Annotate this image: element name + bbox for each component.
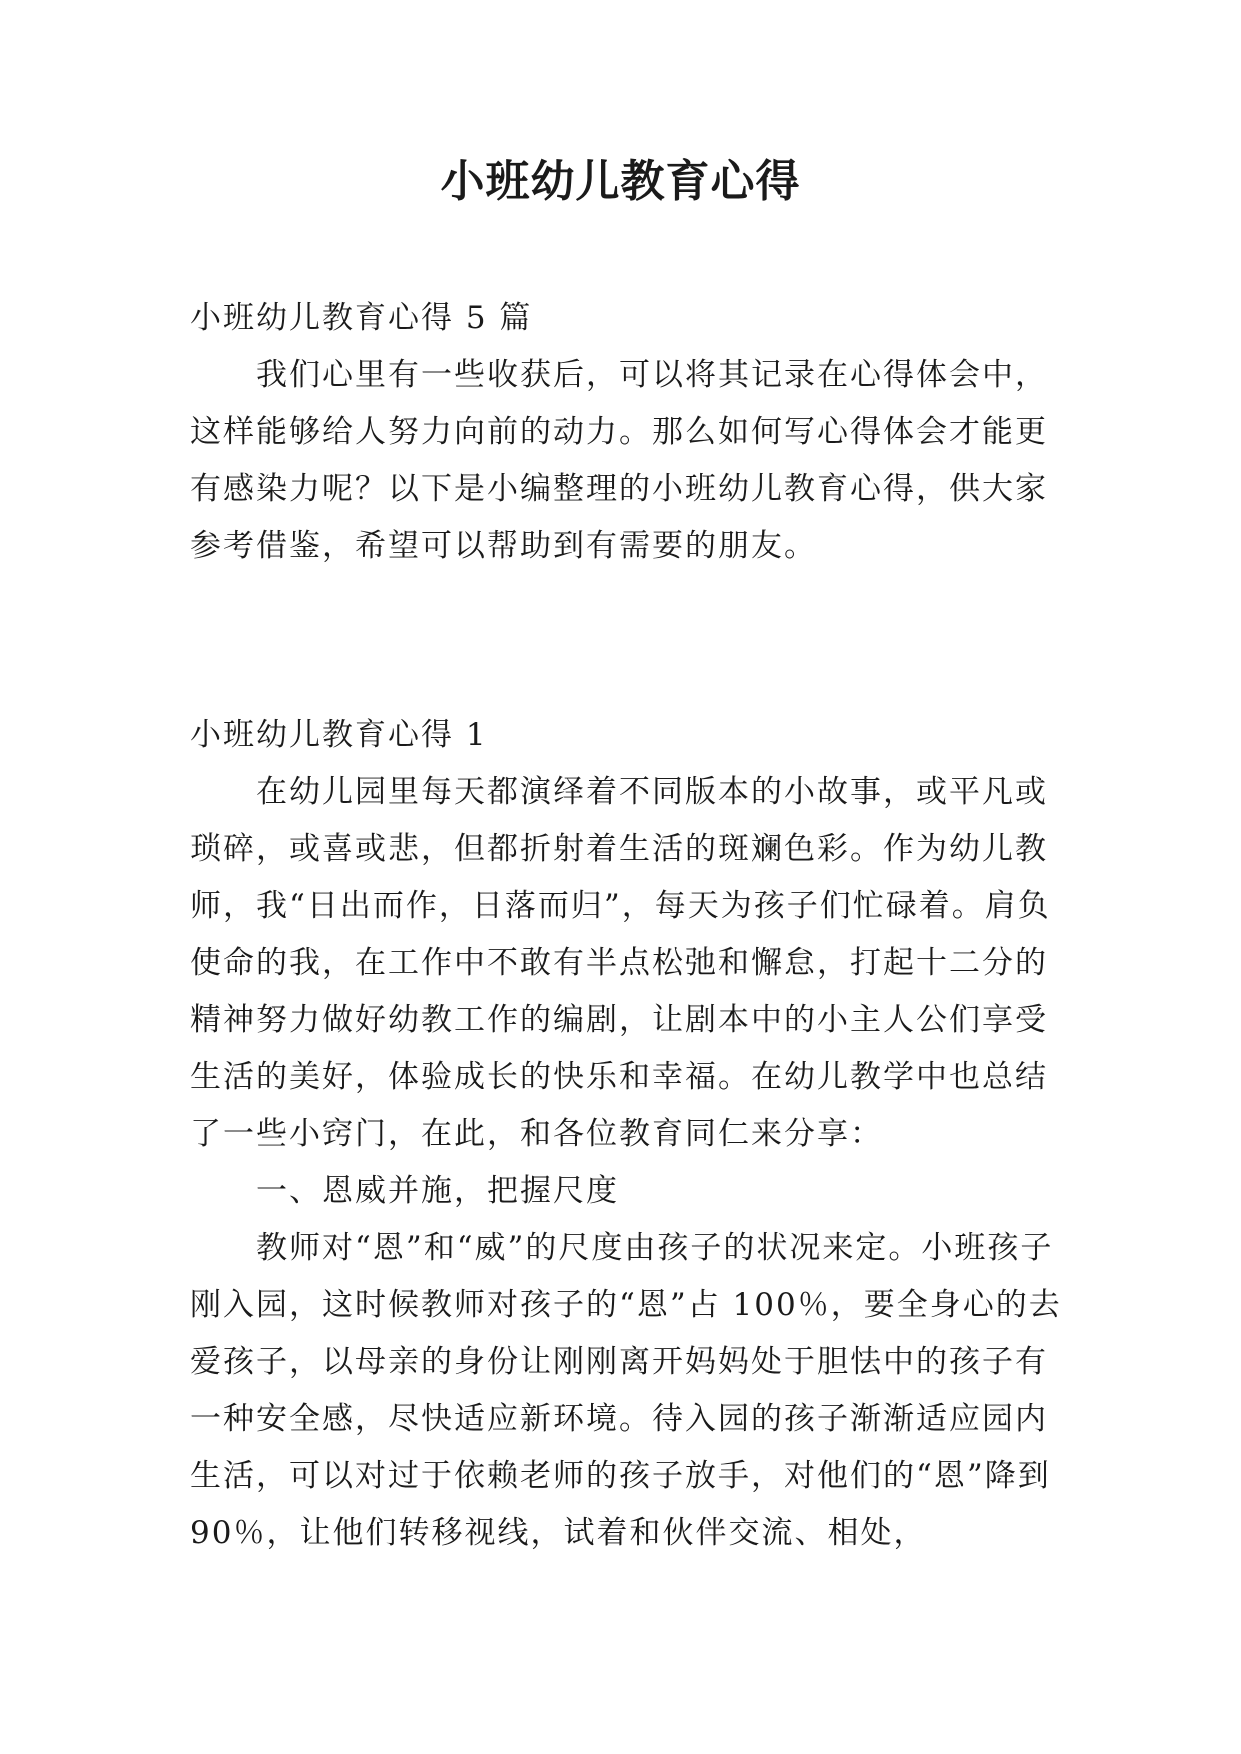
- document-subtitle: 小班幼儿教育心得 5 篇: [190, 300, 533, 336]
- intro-section: [190, 290, 1070, 575]
- section-1: [190, 707, 1070, 1562]
- point-1-heading: 一、恩威并施，把握尺度: [256, 1173, 619, 1209]
- intro-paragraph: 我们心里有一些收获后，可以将其记录在心得体会中，这样能够给人努力向前的动力。那么如何写心得体会才能更有感染力呢？以下是小编整理的小班幼儿教育心得，供大家参考借鉴，希望可以帮助到有需要的朋友。: [190, 357, 1048, 564]
- section-1-paragraph-2: 教师对“恩”和“威”的尺度由孩子的状况来定。小班孩子刚入园，这时候教师对孩子的“恩”占 100％，要全身心的去爱孩子，以母亲的身份让刚刚离开妈妈处于胆怯中的孩子有一种安全感，尽快适应新环境。待入园的孩子渐渐适应园内生活，可以对过于依赖老师的孩子放手，对他们的“恩”降到 90％，让他们转移视线，试着和伙伴交流、相处，: [190, 1230, 1062, 1551]
- document-title: 小班幼儿教育心得: [440, 156, 801, 207]
- section-1-heading: 小班幼儿教育心得 1: [190, 717, 488, 753]
- section-1-paragraph-1: 在幼儿园里每天都演绎着不同版本的小故事，或平凡或琐碎，或喜或悲，但都折射着生活的斑斓色彩。作为幼儿教师，我“日出而作，日落而归”，每天为孩子们忙碌着。肩负使命的我，在工作中不敢有半点松弛和懈怠，打起十二分的精神努力做好幼教工作的编剧，让剧本中的小主人公们享受生活的美好，体验成长的快乐和幸福。在幼儿教学中也总结了一些小窍门，在此，和各位教育同仁来分享：: [190, 774, 1051, 1152]
